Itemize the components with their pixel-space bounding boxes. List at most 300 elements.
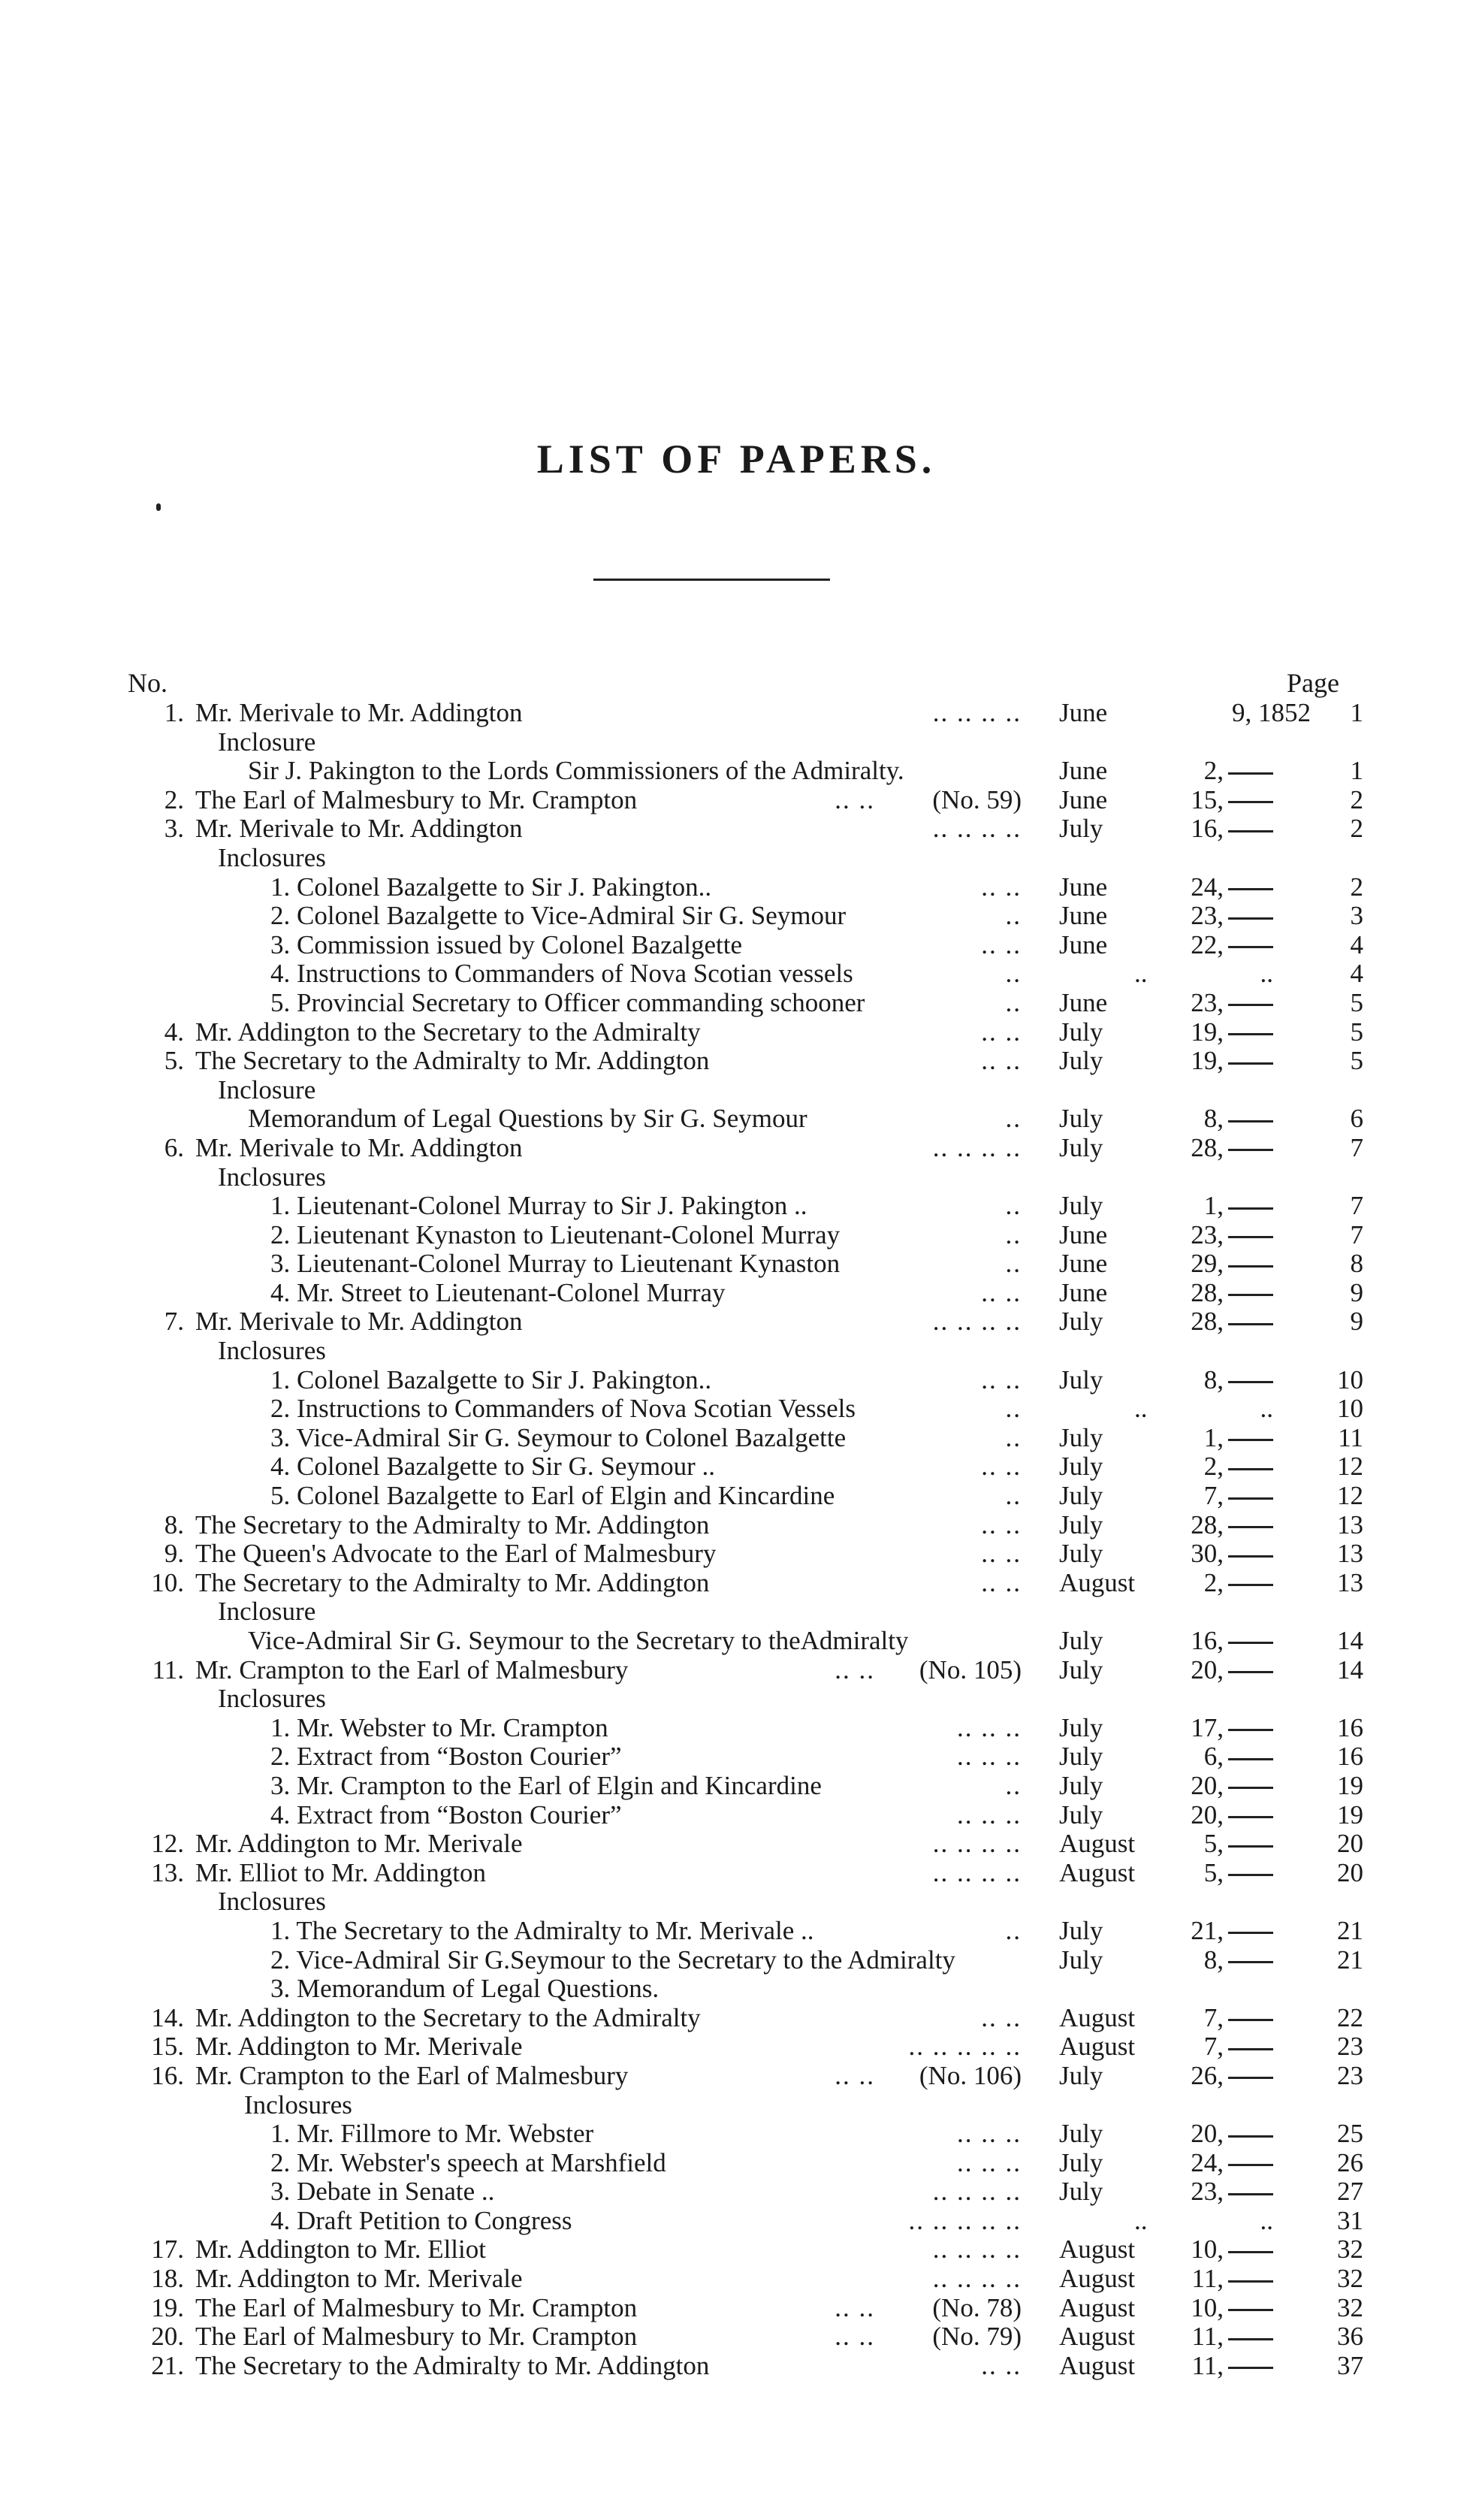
page-number: 23	[1337, 2060, 1363, 2090]
paper-month: August	[1059, 1857, 1136, 1887]
list-item	[128, 728, 1363, 757]
paper-month: July	[1059, 1654, 1103, 1685]
page-number: 36	[1337, 2322, 1363, 2352]
list-item	[128, 1192, 1363, 1221]
paper-day-text: 20,	[1191, 1770, 1224, 1800]
list-item	[128, 2352, 1363, 2381]
paper-reference: (No. 79)	[932, 2322, 1022, 2352]
page-number: 23	[1337, 2032, 1363, 2062]
paper-day	[1204, 1830, 1273, 1859]
paper-title: The Secretary to the Admiralty to Mr. Addington	[195, 2351, 710, 2380]
list-item	[128, 2149, 1363, 2178]
list-item	[128, 2235, 1363, 2265]
list-item	[128, 1424, 1363, 1453]
leader-dots: .. .. .. ..	[932, 2177, 1022, 2207]
list-item	[128, 959, 1363, 989]
paper-month: July	[1059, 2060, 1103, 2090]
paper-day	[1191, 1279, 1273, 1308]
paper-title: 4. Extract from “Boston Courier”	[270, 1800, 622, 1830]
paper-month: July	[1059, 1799, 1103, 1830]
paper-number: 20.	[151, 2322, 184, 2352]
paper-day	[1191, 2235, 1273, 2265]
paper-day-text: 1,	[1203, 1191, 1224, 1221]
list-item	[128, 1801, 1363, 1830]
paper-day	[1191, 1249, 1273, 1279]
page-number: 25	[1337, 2119, 1363, 2149]
paper-day	[1191, 786, 1273, 815]
leader-dots: .. ..	[981, 2002, 1022, 2032]
paper-month: July	[1059, 1509, 1103, 1539]
paper-number: 17.	[151, 2234, 184, 2265]
list-item	[128, 1627, 1363, 1656]
paper-day	[1191, 1221, 1273, 1250]
leader-dots: .. .. .. ..	[932, 1132, 1022, 1162]
list-item	[128, 1656, 1363, 1685]
paper-day	[1192, 2322, 1273, 2352]
leader-dots: .. .. .. ..	[932, 1857, 1022, 1887]
leader-dots: .. ..	[981, 2350, 1022, 2380]
list-item	[128, 2294, 1363, 2323]
paper-number: 21.	[151, 2350, 184, 2380]
paper-day	[1191, 1018, 1273, 1047]
leader-dots: .. .. .. ..	[932, 698, 1022, 727]
list-item	[128, 2004, 1363, 2033]
paper-number: 19.	[151, 2292, 184, 2322]
paper-day	[1192, 2265, 1273, 2294]
paper-title: Inclosures	[218, 1337, 326, 1366]
ditto-dash	[1228, 1265, 1273, 1268]
list-item	[128, 2265, 1363, 2294]
ditto-dash	[1228, 1729, 1273, 1731]
leader-dots: .. ..	[981, 1277, 1022, 1307]
paper-day-text: 28,	[1191, 1132, 1224, 1162]
ditto-dash	[1228, 2309, 1273, 2311]
paper-title: Sir J. Pakington to the Lords Commissioners of the Admiralty.	[248, 757, 904, 786]
list-item	[128, 1772, 1363, 1801]
list-item	[128, 902, 1363, 931]
paper-title: Memorandum of Legal Questions by Sir G. Seymour	[248, 1104, 807, 1134]
paper-day	[1191, 1511, 1273, 1540]
paper-title: 2. Extract from “Boston Courier”	[270, 1742, 622, 1772]
paper-day	[1191, 2177, 1273, 2207]
ditto-dash	[1228, 1439, 1273, 1441]
paper-day	[1260, 959, 1274, 989]
paper-day-text: 29,	[1191, 1249, 1224, 1279]
paper-title: The Secretary to the Admiralty to Mr. Addington	[195, 1047, 710, 1076]
page-number: 7	[1350, 1132, 1363, 1162]
ditto-dash	[1228, 1787, 1273, 1789]
paper-title: Mr. Crampton to the Earl of Malmesbury	[195, 1655, 629, 1685]
paper-title: 2. Lieutenant Kynaston to Lieutenant-Colonel Murray	[270, 1220, 841, 1249]
ditto-dash	[1228, 1497, 1273, 1500]
ditto-dash	[1228, 2164, 1273, 2166]
ditto-dash	[1228, 1062, 1273, 1065]
paper-day	[1204, 1742, 1273, 1772]
paper-reference: (No. 105)	[919, 1654, 1022, 1685]
paper-title: Inclosures	[244, 2090, 352, 2120]
ditto-dash	[1228, 1468, 1273, 1470]
page-number: 2	[1350, 814, 1363, 844]
ditto-dash	[1228, 830, 1273, 832]
paper-day-text: 7,	[1203, 2032, 1224, 2062]
paper-day-text: 7,	[1203, 2002, 1224, 2032]
paper-month: July	[1059, 1046, 1103, 1076]
paper-day	[1204, 2004, 1273, 2033]
leader-dots: .. .. .. .. ..	[908, 2032, 1022, 2062]
list-item	[128, 1539, 1363, 1569]
ditto-dash	[1228, 1033, 1273, 1035]
leader-dots: .. ..	[835, 2060, 875, 2090]
paper-title: Inclosure	[218, 1075, 316, 1104]
leader-dots: .. .. ..	[957, 1742, 1022, 1772]
paper-title: 2. Instructions to Commanders of Nova Scotian Vessels	[270, 1394, 856, 1424]
paper-month: ..	[1134, 1394, 1148, 1424]
paper-title: 2. Colonel Bazalgette to Vice-Admiral Sir G. Seymour	[270, 902, 847, 931]
paper-day	[1204, 757, 1273, 786]
paper-title: 2. Vice-Admiral Sir G.Seymour to the Secretary to the Admiralty	[270, 1945, 955, 1975]
list-item	[128, 1685, 1363, 1714]
paper-day-text: 17,	[1191, 1712, 1224, 1742]
paper-day	[1191, 1307, 1273, 1337]
paper-title: 3. Commission issued by Colonel Bazalgette	[270, 930, 743, 959]
paper-day	[1204, 1424, 1273, 1453]
paper-title: Mr. Addington to Mr. Elliot	[195, 2235, 486, 2265]
page-number: 5	[1350, 1017, 1363, 1047]
leader-dots: .. .. ..	[957, 1799, 1022, 1830]
ditto-dash	[1228, 2193, 1273, 2195]
paper-day-text: 10,	[1191, 2292, 1224, 2322]
paper-title: 4. Draft Petition to Congress	[270, 2206, 572, 2235]
page-number: 10	[1337, 1394, 1363, 1424]
paper-day	[1191, 1627, 1273, 1656]
leader-dots: .. ..	[835, 1654, 875, 1685]
page-number: 21	[1337, 1944, 1363, 1975]
paper-number: 8.	[164, 1509, 184, 1539]
page-number: 21	[1337, 1915, 1363, 1945]
page-number: 37	[1337, 2350, 1363, 2380]
paper-month: August	[1059, 2002, 1136, 2032]
page-number: 14	[1337, 1654, 1363, 1685]
leader-dots: .. ..	[981, 872, 1022, 902]
paper-title: 1. Colonel Bazalgette to Sir J. Pakington..	[270, 1365, 712, 1394]
paper-day	[1204, 1569, 1273, 1598]
list-item	[128, 1249, 1363, 1279]
leader-dots: .. ..	[981, 1567, 1022, 1597]
list-item	[128, 2207, 1363, 2236]
paper-day-text: 21,	[1191, 1915, 1224, 1945]
paper-month: August	[1059, 2292, 1136, 2322]
paper-day-text: 11,	[1191, 2322, 1224, 2352]
list-item	[128, 699, 1363, 728]
paper-day	[1204, 2032, 1273, 2062]
list-item	[128, 1104, 1363, 1134]
leader-dots: ..	[1005, 959, 1022, 989]
list-item	[128, 1337, 1363, 1366]
paper-day-text: 8,	[1203, 1364, 1224, 1394]
paper-day	[1191, 1772, 1273, 1801]
paper-title: Inclosures	[218, 1887, 326, 1917]
paper-month: July	[1059, 1481, 1103, 1511]
leader-dots: .. .. .. ..	[932, 814, 1022, 844]
paper-day	[1204, 1452, 1273, 1482]
paper-month: July	[1059, 1626, 1103, 1655]
list-item	[128, 844, 1363, 873]
list-item	[128, 1366, 1363, 1395]
paper-month: ..	[1134, 2205, 1148, 2235]
leader-dots: .. ..	[981, 1364, 1022, 1394]
paper-number: 16.	[151, 2060, 184, 2090]
list-item	[128, 2091, 1363, 2120]
ditto-dash	[1228, 1961, 1273, 1963]
page-number: 1	[1350, 698, 1363, 727]
paper-title: Mr. Addington to the Secretary to the Admiralty	[195, 1017, 701, 1047]
paper-day-text: 24,	[1191, 872, 1224, 902]
page-number: 9	[1350, 1277, 1363, 1307]
paper-title: 1. The Secretary to the Admiralty to Mr. Merivale ..	[270, 1916, 814, 1945]
paper-month: July	[1059, 1742, 1103, 1772]
list-item	[128, 1597, 1363, 1627]
paper-month: June	[1059, 901, 1108, 931]
paper-day	[1191, 2062, 1273, 2091]
ditto-dash	[1228, 2251, 1273, 2253]
leader-dots: .. ..	[981, 1509, 1022, 1539]
list-item	[128, 873, 1363, 902]
paper-day-text: ..	[1260, 2205, 1273, 2235]
leader-dots: ..	[1005, 1219, 1022, 1249]
paper-number: 1.	[164, 698, 184, 727]
ditto-dash	[1228, 2338, 1273, 2340]
page-number: 4	[1350, 959, 1363, 989]
paper-month: June	[1059, 929, 1108, 959]
paper-month: June	[1059, 1277, 1108, 1307]
paper-title: Inclosure	[218, 1597, 316, 1627]
paper-day-text: 15,	[1191, 784, 1224, 814]
leader-dots: ..	[1005, 987, 1022, 1017]
list-item	[128, 1134, 1363, 1163]
paper-day-text: 20,	[1191, 1799, 1224, 1830]
page-number: 27	[1337, 2177, 1363, 2207]
paper-month: August	[1059, 2350, 1136, 2380]
ditto-dash	[1228, 1816, 1273, 1818]
leader-dots: .. .. .. ..	[932, 2264, 1022, 2294]
paper-number: 14.	[151, 2002, 184, 2032]
list-item	[128, 2032, 1363, 2062]
page-number: 26	[1337, 2147, 1363, 2177]
paper-month: August	[1059, 2032, 1136, 2062]
paper-day-text: 11,	[1191, 2350, 1224, 2380]
page-number: 13	[1337, 1567, 1363, 1597]
paper-day-text: 24,	[1191, 2147, 1224, 2177]
ditto-dash	[1228, 2048, 1273, 2050]
list-item	[128, 1742, 1363, 1772]
paper-day	[1232, 699, 1311, 728]
paper-title: Inclosures	[218, 1685, 326, 1714]
paper-month: June	[1059, 1249, 1108, 1279]
leader-dots: ..	[1005, 1481, 1022, 1511]
paper-day-text: 23,	[1191, 2177, 1224, 2207]
paper-day-text: 8,	[1203, 1104, 1224, 1134]
page-number: 2	[1350, 872, 1363, 902]
paper-day	[1260, 2207, 1274, 2236]
paper-month: July	[1059, 2177, 1103, 2207]
list-item	[128, 1975, 1363, 2004]
page-number: 3	[1350, 901, 1363, 931]
paper-day	[1204, 1366, 1273, 1395]
ditto-dash	[1228, 1845, 1273, 1848]
paper-title: Inclosure	[218, 727, 316, 757]
paper-title: Vice-Admiral Sir G. Seymour to the Secretary to theAdmiralty	[248, 1627, 909, 1655]
paper-day-text: 2,	[1203, 1452, 1224, 1482]
leader-dots: .. ..	[981, 1046, 1022, 1076]
paper-month: July	[1059, 2119, 1103, 2149]
page-number: 14	[1337, 1626, 1363, 1655]
ditto-dash	[1228, 1642, 1273, 1644]
page-number: 12	[1337, 1452, 1363, 1482]
paper-number: 10.	[151, 1567, 184, 1597]
list-item	[128, 2062, 1363, 2091]
ditto-dash	[1228, 1207, 1273, 1210]
paper-title: Inclosures	[218, 1162, 326, 1192]
ditto-dash	[1228, 1323, 1273, 1325]
list-item	[128, 1569, 1363, 1598]
page-number: 16	[1337, 1712, 1363, 1742]
list-item	[128, 1946, 1363, 1975]
leader-dots: .. .. ..	[957, 2119, 1022, 2149]
page-number: 4	[1350, 929, 1363, 959]
paper-month: July	[1059, 1307, 1103, 1337]
paper-month: August	[1059, 2264, 1136, 2294]
list-item	[128, 1482, 1363, 1511]
paper-month: July	[1059, 2147, 1103, 2177]
leader-dots: .. ..	[981, 929, 1022, 959]
paper-title: 3. Lieutenant-Colonel Murray to Lieutenant Kynaston	[270, 1249, 841, 1279]
paper-month: July	[1059, 1915, 1103, 1945]
paper-day	[1204, 1104, 1273, 1134]
list-item	[128, 989, 1363, 1018]
paper-day-text: 5,	[1203, 1857, 1224, 1887]
page-number: 5	[1350, 987, 1363, 1017]
page-number: 9	[1350, 1307, 1363, 1337]
leader-dots: .. ..	[835, 784, 875, 814]
paper-number: 13.	[151, 1857, 184, 1887]
page-number: 5	[1350, 1046, 1363, 1076]
paper-day	[1191, 1714, 1273, 1743]
paper-month: June	[1059, 784, 1108, 814]
ditto-dash	[1228, 888, 1273, 890]
page-number: 11	[1338, 1422, 1363, 1452]
page-number: 13	[1337, 1509, 1363, 1539]
leader-dots: ..	[1005, 1249, 1022, 1279]
paper-title: The Queen's Advocate to the Earl of Malmesbury	[195, 1539, 717, 1569]
paper-title: Mr. Merivale to Mr. Addington	[195, 1133, 523, 1162]
ditto-dash	[1228, 2019, 1273, 2021]
paper-number: 4.	[164, 1017, 184, 1047]
paper-title: Mr. Merivale to Mr. Addington	[195, 1307, 523, 1337]
paper-day	[1191, 989, 1273, 1018]
paper-day-text: 6,	[1203, 1742, 1224, 1772]
ditto-dash	[1228, 2135, 1273, 2138]
leader-dots: ..	[1005, 901, 1022, 931]
leader-dots: .. ..	[835, 2322, 875, 2352]
paper-day-text: 11,	[1191, 2264, 1224, 2294]
page-number: 16	[1337, 1742, 1363, 1772]
paper-number: 5.	[164, 1046, 184, 1076]
paper-title: 3. Mr. Crampton to the Earl of Elgin and Kincardine	[270, 1771, 822, 1800]
list-item	[128, 786, 1363, 815]
ditto-dash	[1228, 2280, 1273, 2283]
leader-dots: ..	[1005, 1422, 1022, 1452]
ditto-dash	[1228, 1236, 1273, 1238]
list-item	[128, 1887, 1363, 1917]
paper-day-text: 20,	[1191, 2119, 1224, 2149]
paper-day-text: 28,	[1191, 1277, 1224, 1307]
paper-day	[1191, 1656, 1273, 1685]
paper-day	[1260, 1394, 1274, 1424]
paper-number: 18.	[151, 2264, 184, 2294]
paper-day	[1191, 873, 1273, 902]
page-number: 13	[1337, 1539, 1363, 1569]
paper-month: July	[1059, 1770, 1103, 1800]
list-item	[128, 1859, 1363, 1888]
paper-day	[1191, 2149, 1273, 2178]
paper-day-text: ..	[1260, 959, 1273, 989]
paper-number: 11.	[152, 1654, 184, 1685]
page-number: 32	[1337, 2234, 1363, 2265]
paper-title: Mr. Crampton to the Earl of Malmesbury	[195, 2061, 629, 2090]
ditto-dash	[1228, 2077, 1273, 2079]
page-number: 32	[1337, 2264, 1363, 2294]
paper-day	[1191, 1047, 1273, 1076]
paper-title: 5. Colonel Bazalgette to Earl of Elgin and Kincardine	[270, 1482, 835, 1511]
paper-day-text: 7,	[1203, 1481, 1224, 1511]
page-number: 1	[1350, 756, 1363, 786]
leader-dots: ..	[1005, 1770, 1022, 1800]
list-item	[128, 2322, 1363, 2352]
paper-day-text: 9, 1852	[1232, 698, 1311, 727]
paper-month: June	[1059, 987, 1108, 1017]
paper-number: 3.	[164, 814, 184, 844]
paper-title: Inclosures	[218, 843, 326, 872]
paper-day	[1191, 931, 1273, 960]
page-number: 20	[1337, 1829, 1363, 1859]
leader-dots: .. ..	[981, 1452, 1022, 1482]
paper-number: 9.	[164, 1539, 184, 1569]
page-number: 19	[1337, 1770, 1363, 1800]
paper-title: The Earl of Malmesbury to Mr. Crampton	[195, 2293, 638, 2322]
paper-month: July	[1059, 1539, 1103, 1569]
paper-month: July	[1059, 1017, 1103, 1047]
paper-month: June	[1059, 872, 1108, 902]
paper-title: Mr. Addington to Mr. Merivale	[195, 2032, 523, 2062]
paper-day	[1204, 1859, 1273, 1888]
page-title: LIST OF PAPERS.	[536, 437, 937, 482]
paper-month: August	[1059, 2322, 1136, 2352]
list-item	[128, 1221, 1363, 1250]
ditto-dash	[1228, 1584, 1273, 1586]
paper-month: June	[1059, 1219, 1108, 1249]
list-item	[128, 931, 1363, 960]
paper-day-text: 22,	[1191, 929, 1224, 959]
paper-day	[1191, 1539, 1273, 1569]
paper-title: 5. Provincial Secretary to Officer commanding schooner	[270, 988, 865, 1017]
paper-day-text: 23,	[1191, 987, 1224, 1017]
paper-day	[1191, 1801, 1273, 1830]
paper-day-text: 26,	[1191, 2060, 1224, 2090]
ditto-dash	[1228, 1555, 1273, 1558]
ditto-dash	[1228, 1526, 1273, 1528]
page-number: 22	[1337, 2002, 1363, 2032]
paper-title: 1. Lieutenant-Colonel Murray to Sir J. Pakington ..	[270, 1192, 807, 1221]
